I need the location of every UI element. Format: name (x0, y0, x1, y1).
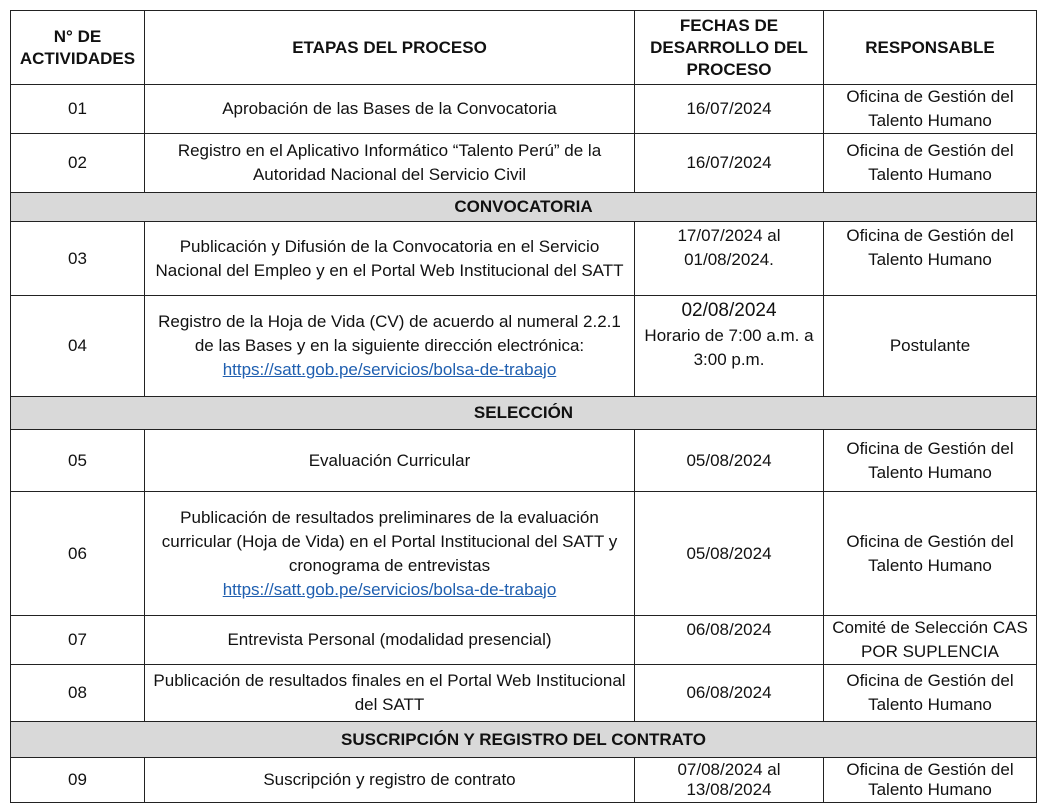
activity-number: 06 (11, 492, 145, 616)
process-date: 07/08/2024 al 13/08/2024 (635, 758, 824, 803)
process-date: 16/07/2024 (635, 134, 824, 193)
job-portal-link[interactable]: https://satt.gob.pe/servicios/bolsa-de-trabajo (222, 579, 557, 599)
table-row (11, 758, 1037, 803)
responsible: Oficina de Gestión del Talento Humano (824, 492, 1037, 616)
activity-number: 07 (11, 616, 145, 665)
responsible: Oficina de Gestión del Talento Humano (824, 222, 1037, 296)
responsible: Oficina de Gestión del Talento Humano (824, 430, 1037, 492)
process-date: 05/08/2024 (635, 430, 824, 492)
process-date: 02/08/2024 (681, 300, 777, 321)
process-stage: Publicación y Difusión de la Convocatoria en el Servicio Nacional del Empleo y en el Portal Web Institucional del SATT (145, 222, 635, 296)
table-row (11, 665, 1037, 722)
header-process-stages: ETAPAS DEL PROCESO (145, 11, 635, 85)
responsible: Comité de Selección CAS POR SUPLENCIA (824, 616, 1037, 665)
schedule-hours: Horario de 7:00 a.m. a 3:00 p.m. (644, 326, 814, 369)
schedule-table (10, 10, 1037, 803)
section-title: CONVOCATORIA (11, 193, 1037, 222)
activity-number: 03 (11, 222, 145, 296)
header-activity-number: N° DE ACTIVIDADES (11, 11, 145, 85)
responsible: Postulante (824, 296, 1037, 397)
process-stage: Aprobación de las Bases de la Convocatoria (145, 85, 635, 134)
table-row (11, 134, 1037, 193)
activity-number: 04 (11, 296, 145, 397)
table-row (11, 492, 1037, 616)
process-stage: Publicación de resultados finales en el Portal Web Institucional del SATT (145, 665, 635, 722)
activity-number: 08 (11, 665, 145, 722)
process-stage: Suscripción y registro de contrato (145, 758, 635, 803)
process-stage: Publicación de resultados preliminares de la evaluación curricular (Hoja de Vida) en el Portal Institucional del SATT y cronograma de entrevistas (161, 507, 618, 575)
process-date: 05/08/2024 (635, 492, 824, 616)
table-row (11, 85, 1037, 134)
responsible: Oficina de Gestión del Talento Humano (824, 665, 1037, 722)
process-date: 06/08/2024 (635, 665, 824, 722)
table-row (11, 222, 1037, 296)
activity-number: 09 (11, 758, 145, 803)
process-stage: Registro en el Aplicativo Informático “Talento Perú” de la Autoridad Nacional del Servicio Civil (145, 134, 635, 193)
process-date: 06/08/2024 (635, 616, 824, 665)
process-stage: Entrevista Personal (modalidad presencial) (145, 616, 635, 665)
job-portal-link[interactable]: https://satt.gob.pe/servicios/bolsa-de-trabajo (222, 360, 557, 379)
responsible: Oficina de Gestión del Talento Humano (824, 758, 1037, 803)
activity-number: 01 (11, 85, 145, 134)
activity-number: 05 (11, 430, 145, 492)
table-row (11, 296, 1037, 397)
table-row (11, 616, 1037, 665)
process-date: 17/07/2024 al 01/08/2024. (635, 222, 824, 296)
section-row-suscripcion (11, 722, 1037, 758)
process-date-cell (635, 296, 824, 397)
section-title: SELECCIÓN (11, 397, 1037, 430)
process-date: 16/07/2024 (635, 85, 824, 134)
section-title: SUSCRIPCIÓN Y REGISTRO DEL CONTRATO (11, 722, 1037, 758)
process-stage-cell (145, 492, 635, 616)
header-responsible: RESPONSABLE (824, 11, 1037, 85)
section-row-seleccion (11, 397, 1037, 430)
responsible: Oficina de Gestión del Talento Humano (824, 134, 1037, 193)
section-row-convocatoria (11, 193, 1037, 222)
activity-number: 02 (11, 134, 145, 193)
header-process-dates: FECHAS DE DESARROLLO DEL PROCESO (635, 11, 824, 85)
table-row (11, 430, 1037, 492)
header-row (11, 11, 1037, 85)
process-stage: Evaluación Curricular (145, 430, 635, 492)
process-stage-cell (145, 296, 635, 397)
process-stage: Registro de la Hoja de Vida (CV) de acuerdo al numeral 2.2.1 de las Bases y en la siguiente dirección electrónica: (158, 312, 621, 355)
responsible: Oficina de Gestión del Talento Humano (824, 85, 1037, 134)
